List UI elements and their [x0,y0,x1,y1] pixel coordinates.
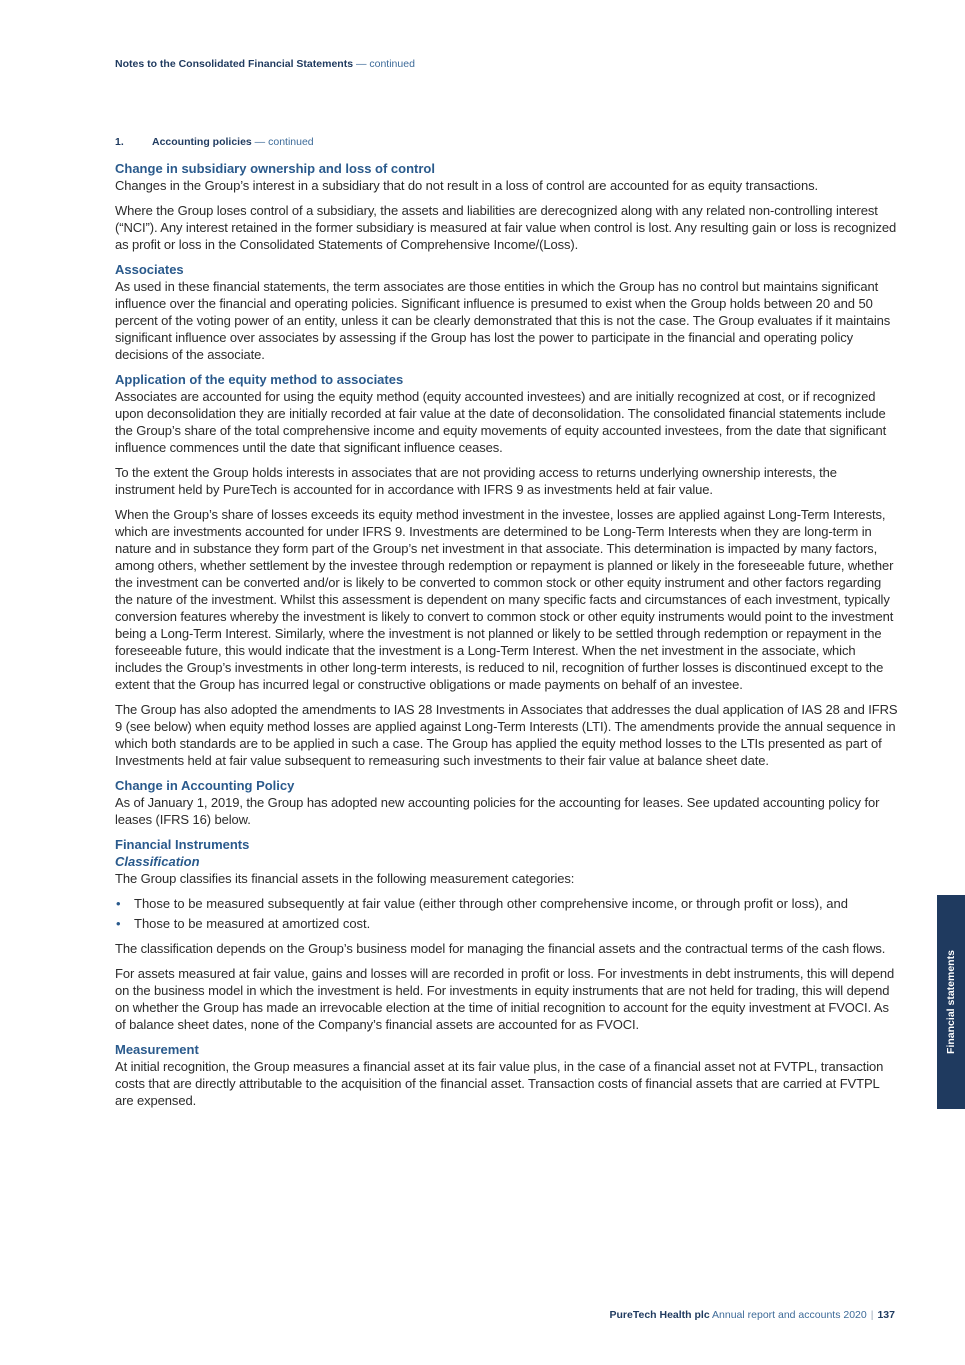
section-subheading: Classification [115,854,200,869]
section-heading: Financial Instruments [115,837,250,852]
footer-company: PureTech Health plc [609,1309,710,1321]
paragraph: The Group has also adopted the amendments to IAS 28 Investments in Associates that addresses the dual application of IAS 28 and IFRS 9 (see below) when equity method losses are applied against Long-Term Interests (LTI). The amendments provide the annual sequence in which both standards are to be applied in such a case. The Group has applied the equity method losses to the LTIs presented as part of Investments held at fair value subsequent to remeasuring such investments to their fair value at balance sheet date. [115,702,898,768]
section-heading: Measurement [115,1042,199,1057]
paragraph: For assets measured at fair value, gains and losses will are recorded in profit or loss. For investments in debt instruments, this will depend on the business model in which the investment is held. For investments in equity instruments that are not held for trading, this will depend on whether the Group has made an irrevocable election at the time of initial recognition to account for the equity investment at FVOCI. As of balance sheet dates, none of the Company’s financial assets are accounted for as FVOCI. [115,966,895,1032]
section-associates [115,261,898,363]
paragraph: The Group classifies its financial assets in the following measurement categories: [115,871,575,886]
paragraph: As of January 1, 2019, the Group has adopted new accounting policies for the accounting for leases. See updated accounting policy for leases (IFRS 16) below. [115,795,880,827]
section-financial-instruments [115,836,898,1033]
section-heading: Associates [115,262,184,277]
running-header [115,58,415,70]
section-measurement [115,1041,898,1109]
side-tab-financial-statements [937,895,965,1109]
list-item [115,895,898,912]
header-title: Notes to the Consolidated Financial Statements [115,58,354,70]
list-item-text: Those to be measured at amortized cost. [134,916,371,931]
page-number: 137 [877,1309,895,1321]
paragraph: To the extent the Group holds interests in associates that are not providing access to returns underlying ownership interests, the instrument held by PureTech is accounted for in accordance with IFRS 9 as investments held at fair value. [115,465,837,497]
side-tab-label: Financial statements [945,950,957,1054]
bullet-icon: • [116,896,121,911]
bullet-list [115,895,898,932]
note-title: Accounting policies [152,136,252,148]
paragraph: Where the Group loses control of a subsidiary, the assets and liabilities are derecognized along with any related non-controlling interest (“NCI”). Any interest retained in the former subsidiary is measured at fair value when control is lost. Any resulting gain or loss is recognized as profit or loss in the Consolidated Statements of Comprehensive Income/(Loss). [115,203,897,252]
note-heading [115,136,898,148]
paragraph: At initial recognition, the Group measures a financial asset at its fair value plus, in the case of a financial asset not at FVTPL, transaction costs that are directly attributable to the acquisition of the financial asset. Transaction costs of financial assets that are carried at FVTPL are expensed. [115,1059,884,1108]
list-item [115,915,898,932]
section-subsidiary-ownership [115,160,898,253]
bullet-icon: • [116,916,121,931]
section-heading: Change in Accounting Policy [115,778,295,793]
header-continued: — continued [353,58,415,70]
paragraph: Associates are accounted for using the equity method (equity accounted investees) and are initially recognized at cost, or if recognized upon deconsolidation they are initially recorded at fair value at the date of deconsolidation. The consolidated financial statements include the Group’s share of the total comprehensive income and equity movements of equity accounted investees, from the date that significant influence commences until the date that significant influence ceases. [115,389,887,455]
section-equity-method [115,371,898,769]
paragraph: As used in these financial statements, the term associates are those entities in which the Group has no control but maintains significant influence over the financial and operating policies. Significant influence is presumed to exist when the Group holds between 20 and 50 percent of the voting power of an entity, unless it can be clearly demonstrated that this is not the case. The Group evaluates if it maintains significant influence over associates by assessing if the Group has lost the power to participate in the financial and operating policy decisions of the associate. [115,279,891,362]
page-footer [610,1309,895,1321]
list-item-text: Those to be measured subsequently at fair value (either through other comprehensive income, or through profit or loss), and [134,896,848,911]
paragraph: When the Group’s share of losses exceeds its equity method investment in the investee, losses are applied against Long-Term Interests, which are investments accounted for under IFRS 9. Investments are determined to be Long-Term Interests when they are long-term in nature and in substance they form part of the Group’s net investment in that associate. This determination is impacted by many factors, among others, whether settlement by the investee through redemption or repayment is planned or likely in the foreseeable future, whether the investment can be converted and/or is likely to be converted to common stock or other equity instrument and other factors regarding the nature of the investment. Whilst this assessment is dependent on many specific facts and circumstances of each investment, typically conversion features whereby the investment is likely to convert to common stock or other equity instruments would point to the investment being a Long-Term Interest. Similarly, where the investment is not planned or likely to be settled through redemption or repayment in the foreseeable future, this would indicate that the investment is a Long-Term Interest. When the net investment in the associate, which includes the Group’s investments in other long-term interests, is reduced to nil, recognition of further losses is discontinued except to the extent that the Group has incurred legal or constructive obligations or made payments on behalf of an investee. [115,507,894,692]
footer-separator: | [870,1309,874,1321]
paragraph: The classification depends on the Group’s business model for managing the financial assets and the contractual terms of the cash flows. [115,941,886,956]
note-number: 1. [115,136,124,148]
section-heading: Application of the equity method to associates [115,372,404,387]
page-content [115,136,898,1117]
footer-document: Annual report and accounts 2020 [712,1309,867,1321]
section-heading: Change in subsidiary ownership and loss of control [115,161,435,176]
section-change-in-accounting-policy [115,777,898,828]
paragraph: Changes in the Group’s interest in a subsidiary that do not result in a loss of control are accounted for as equity transactions. [115,178,818,193]
note-continued: — continued [251,136,314,148]
